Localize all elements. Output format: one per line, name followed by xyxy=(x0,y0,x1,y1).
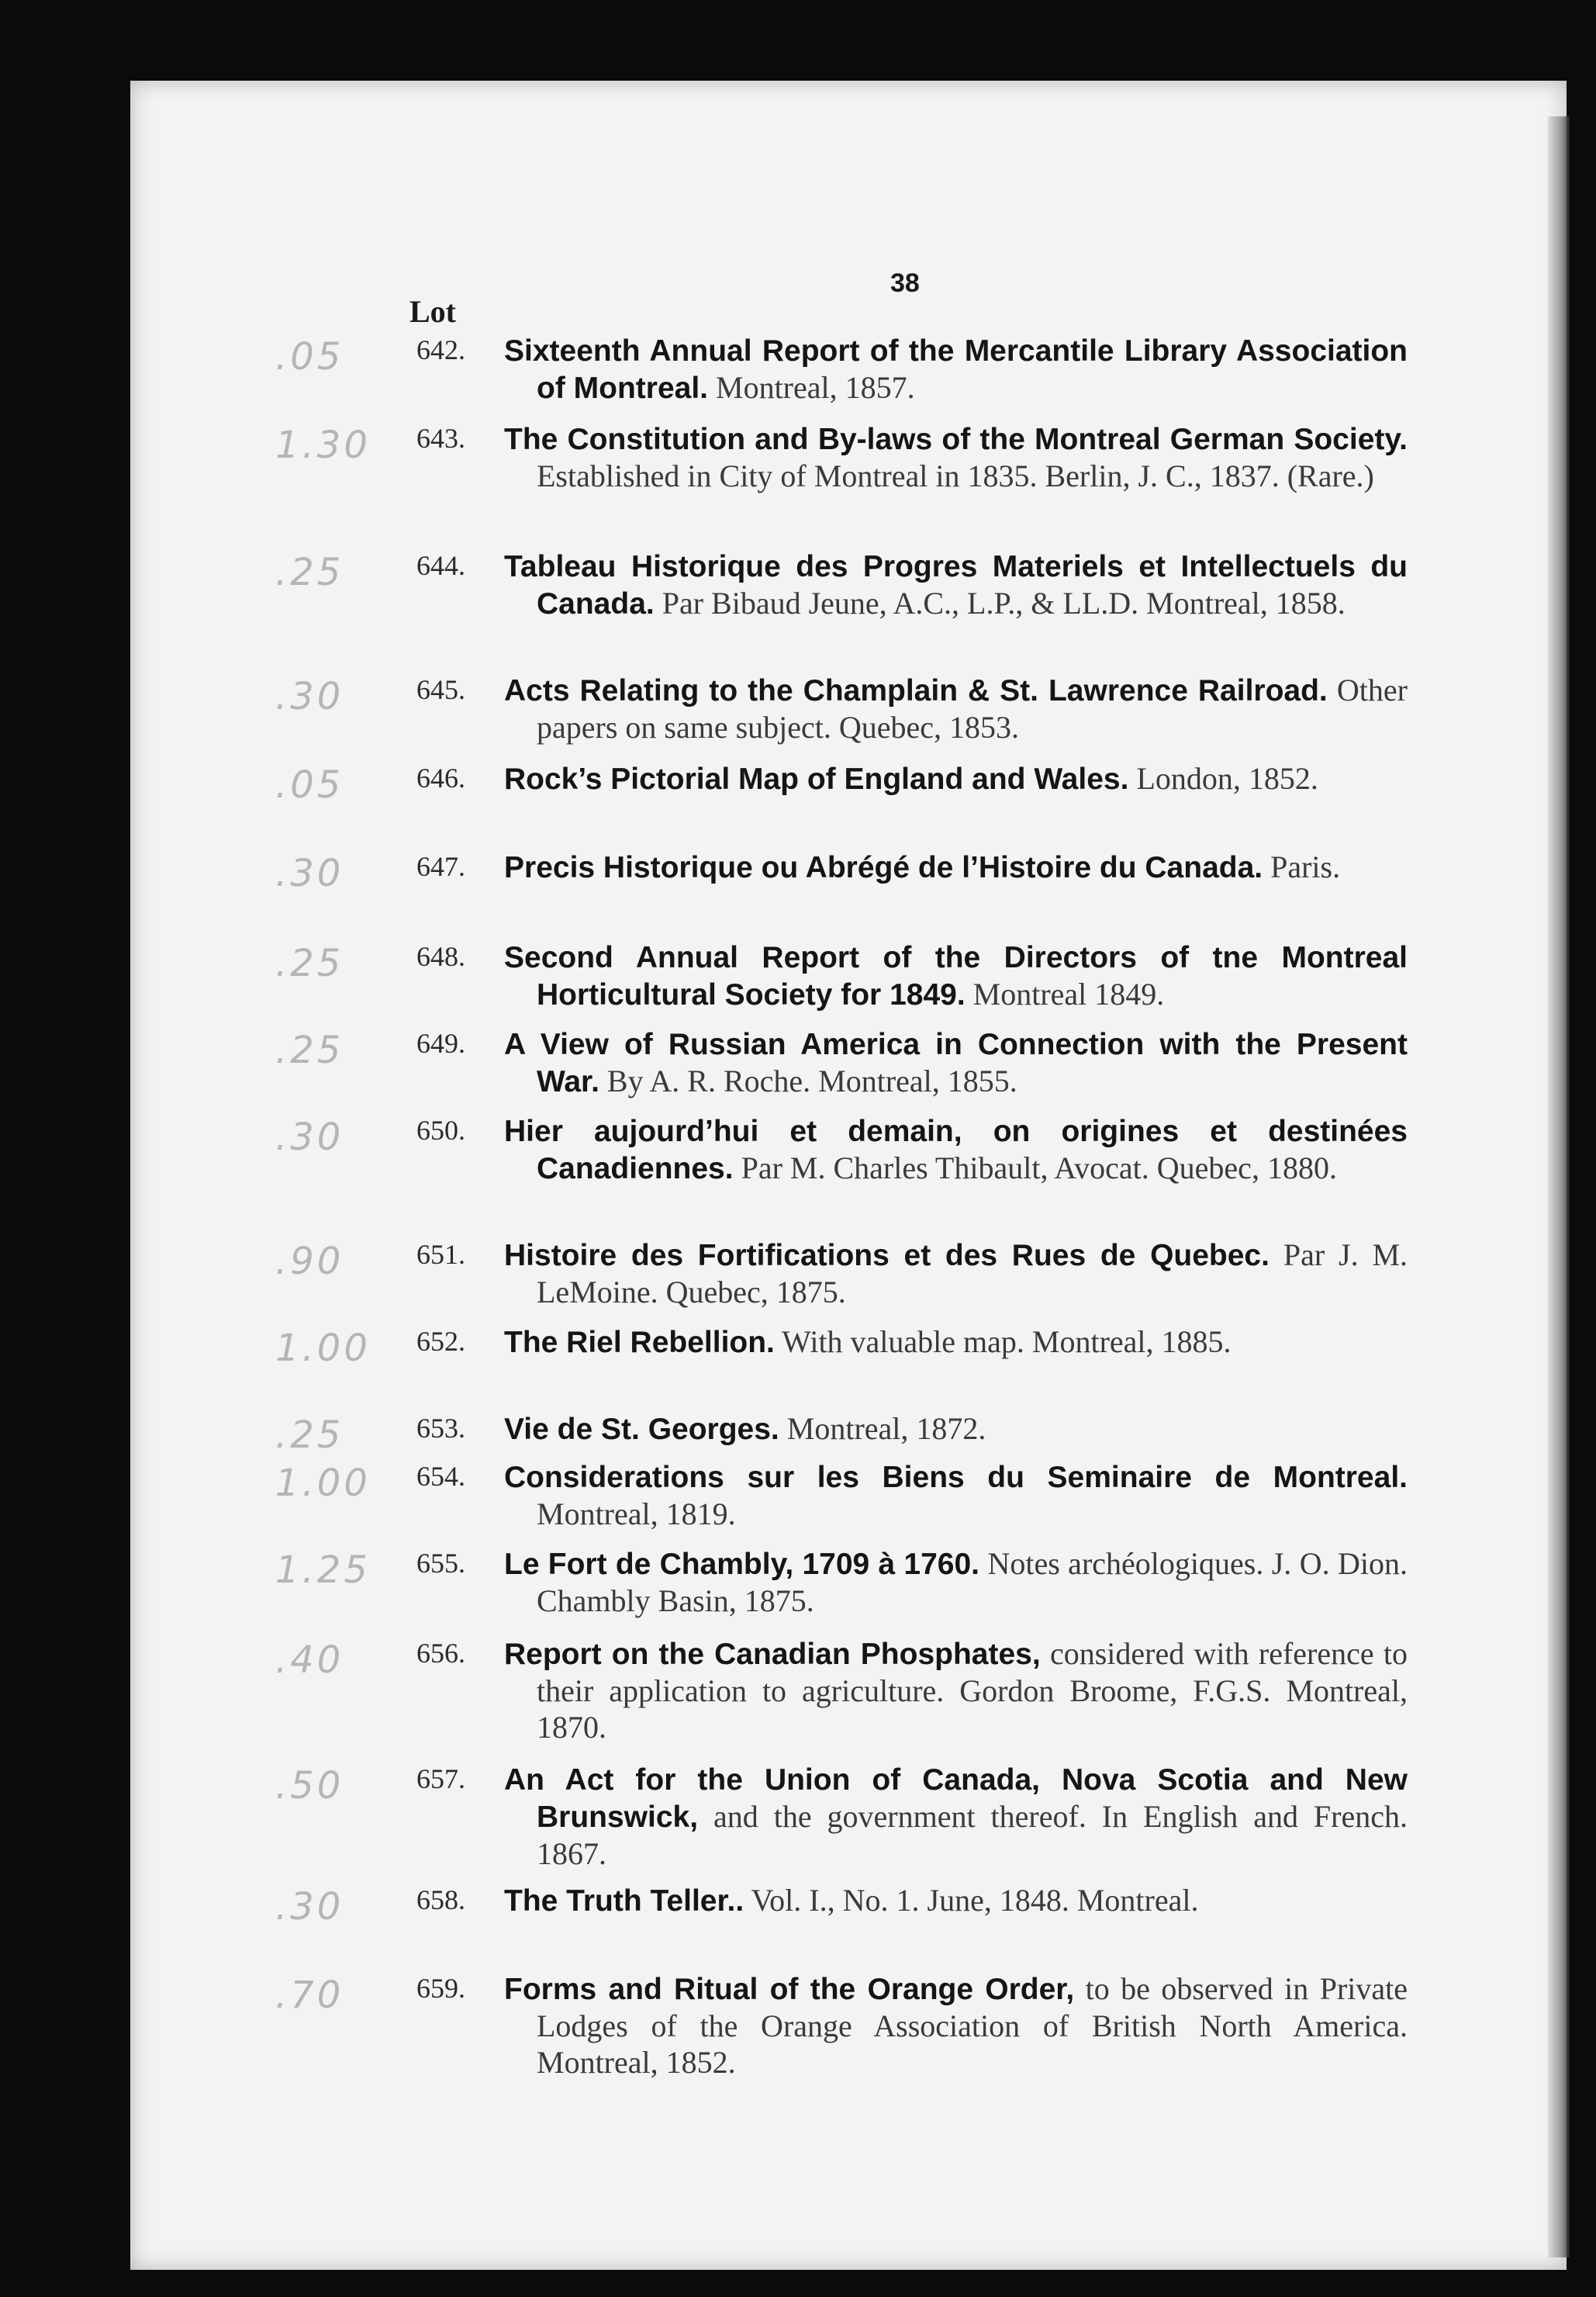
lot-number: 658. xyxy=(416,1884,465,1915)
entry-details: considered with reference to their application to agriculture. Gordon Broome, F.G.S. Montreal, 1870. xyxy=(537,1636,1408,1745)
lot-number: 657. xyxy=(416,1763,465,1794)
lot-number: 648. xyxy=(416,941,465,972)
handwritten-price: .05 xyxy=(275,763,344,807)
entry-description xyxy=(504,1323,1408,1361)
entry-details: to be observed in Private Lodges of the Orange Association of British North America. Montreal, 1852. xyxy=(537,1971,1408,2080)
entry-description xyxy=(504,1545,1408,1619)
entry-title: The Constitution and By-laws of the Montreal German Society. xyxy=(504,423,1408,456)
entry-description xyxy=(504,1635,1408,1745)
entry-title: An Act for the Union of Canada, Nova Scotia and New Brunswick, xyxy=(504,1763,1408,1834)
handwritten-price: .25 xyxy=(275,1029,344,1072)
handwritten-price: .25 xyxy=(275,942,344,985)
entry-description xyxy=(504,1882,1408,1919)
handwritten-price: .05 xyxy=(275,335,344,379)
entry-title: Precis Historique ou Abrégé de l’Histoire du Canada. xyxy=(504,851,1263,884)
handwritten-price: 1.25 xyxy=(275,1548,371,1592)
entry-description xyxy=(504,1237,1408,1310)
entry-description xyxy=(504,1112,1408,1187)
lot-number: 646. xyxy=(416,763,465,794)
entry-description xyxy=(504,939,1408,1013)
entry-description xyxy=(504,420,1408,494)
entry-title: Report on the Canadian Phosphates, xyxy=(504,1638,1041,1671)
entry-title: The Riel Rebellion. xyxy=(504,1326,775,1359)
entry-title: Tableau Historique des Progres Materiels et Intellectuels du Canada. xyxy=(504,550,1408,621)
entry-details: Montreal, 1872. xyxy=(786,1411,986,1446)
entry-details: Other papers on same subject. Quebec, 1853. xyxy=(537,673,1408,745)
entry-description xyxy=(504,1761,1408,1872)
entry-description xyxy=(504,1458,1408,1532)
handwritten-price: .90 xyxy=(275,1240,344,1283)
entry-description xyxy=(504,1410,1408,1448)
handwritten-price: 1.00 xyxy=(275,1462,371,1505)
lot-number: 656. xyxy=(416,1638,465,1669)
handwritten-price: .30 xyxy=(275,675,344,718)
lot-column-header: Lot xyxy=(409,294,456,329)
entry-title: Sixteenth Annual Report of the Mercantile Library Association of Montreal. xyxy=(504,334,1408,405)
entry-details: Montreal, 1857. xyxy=(716,370,915,405)
lot-number: 649. xyxy=(416,1028,465,1059)
entry-title: Vie de St. Georges. xyxy=(504,1413,779,1446)
entry-details: By A. R. Roche. Montreal, 1855. xyxy=(606,1064,1017,1098)
entry-title: Forms and Ritual of the Orange Order, xyxy=(504,1973,1075,2006)
entry-description xyxy=(504,1970,1408,2081)
entry-details: Montreal 1849. xyxy=(972,977,1165,1012)
entry-details: Vol. I., No. 1. June, 1848. Montreal. xyxy=(751,1883,1199,1918)
handwritten-price: 1.00 xyxy=(275,1327,371,1370)
handwritten-price: .70 xyxy=(275,1974,344,2017)
lot-number: 653. xyxy=(416,1413,465,1444)
lot-number: 659. xyxy=(416,1973,465,2004)
entry-title: Second Annual Report of the Directors of tne Montreal Horticultural Society for 1849. xyxy=(504,941,1408,1012)
entry-details: Notes archéologiques. J. O. Dion. Chambly Basin, 1875. xyxy=(537,1546,1408,1618)
handwritten-price: .30 xyxy=(275,1885,344,1929)
entry-details: Established in City of Montreal in 1835. Berlin, J. C., 1837. (Rare.) xyxy=(537,458,1374,493)
lot-number: 642. xyxy=(416,334,465,365)
lot-number: 655. xyxy=(416,1548,465,1579)
entry-title: Histoire des Fortifications et des Rues de Quebec. xyxy=(504,1239,1270,1272)
handwritten-price: .25 xyxy=(275,1413,344,1457)
entry-title: A View of Russian America in Connection with the Present War. xyxy=(504,1028,1408,1098)
handwritten-price: .30 xyxy=(275,1116,344,1159)
lot-number: 645. xyxy=(416,674,465,705)
entry-details: London, 1852. xyxy=(1136,761,1318,796)
entry-title: Hier aujourd’hui et demain, on origines et destinées Canadiennes. xyxy=(504,1115,1408,1185)
entry-description xyxy=(504,672,1408,745)
entry-description xyxy=(504,1026,1408,1100)
handwritten-price: .50 xyxy=(275,1764,344,1808)
entry-details: Par J. M. LeMoine. Quebec, 1875. xyxy=(537,1237,1408,1309)
entry-title: The Truth Teller.. xyxy=(504,1884,744,1918)
lot-number: 651. xyxy=(416,1239,465,1270)
entry-details: With valuable map. Montreal, 1885. xyxy=(782,1324,1232,1359)
handwritten-price: .40 xyxy=(275,1638,344,1682)
entry-details: Montreal, 1819. xyxy=(537,1496,736,1531)
lot-number: 652. xyxy=(416,1326,465,1357)
entry-title: Considerations sur les Biens du Seminaire de Montreal. xyxy=(504,1461,1408,1494)
entry-details: Par M. Charles Thibault, Avocat. Quebec, 1880. xyxy=(741,1150,1337,1185)
lot-number: 644. xyxy=(416,550,465,581)
entry-description xyxy=(504,849,1408,886)
entry-title: Le Fort de Chambly, 1709 à 1760. xyxy=(504,1548,980,1581)
entry-details: Par Bibaud Jeune, A.C., L.P., & LL.D. Montreal, 1858. xyxy=(662,586,1346,621)
handwritten-price: 1.30 xyxy=(275,424,371,467)
lot-number: 643. xyxy=(416,423,465,454)
handwritten-price: .25 xyxy=(275,551,344,594)
page-number: 38 xyxy=(890,268,920,298)
entry-details: and the government thereof. In English and French. 1867. xyxy=(537,1799,1408,1871)
handwritten-price: .30 xyxy=(275,852,344,895)
page-edge xyxy=(1548,116,1570,2257)
lot-number: 650. xyxy=(416,1115,465,1146)
lot-number: 654. xyxy=(416,1461,465,1492)
entry-description xyxy=(504,332,1408,406)
entry-description xyxy=(504,760,1408,797)
lot-number: 647. xyxy=(416,851,465,882)
entry-title: Acts Relating to the Champlain & St. Lawrence Railroad. xyxy=(504,674,1328,707)
entry-details: Paris. xyxy=(1270,849,1341,884)
entry-title: Rock’s Pictorial Map of England and Wales. xyxy=(504,763,1129,796)
entry-description xyxy=(504,548,1408,622)
